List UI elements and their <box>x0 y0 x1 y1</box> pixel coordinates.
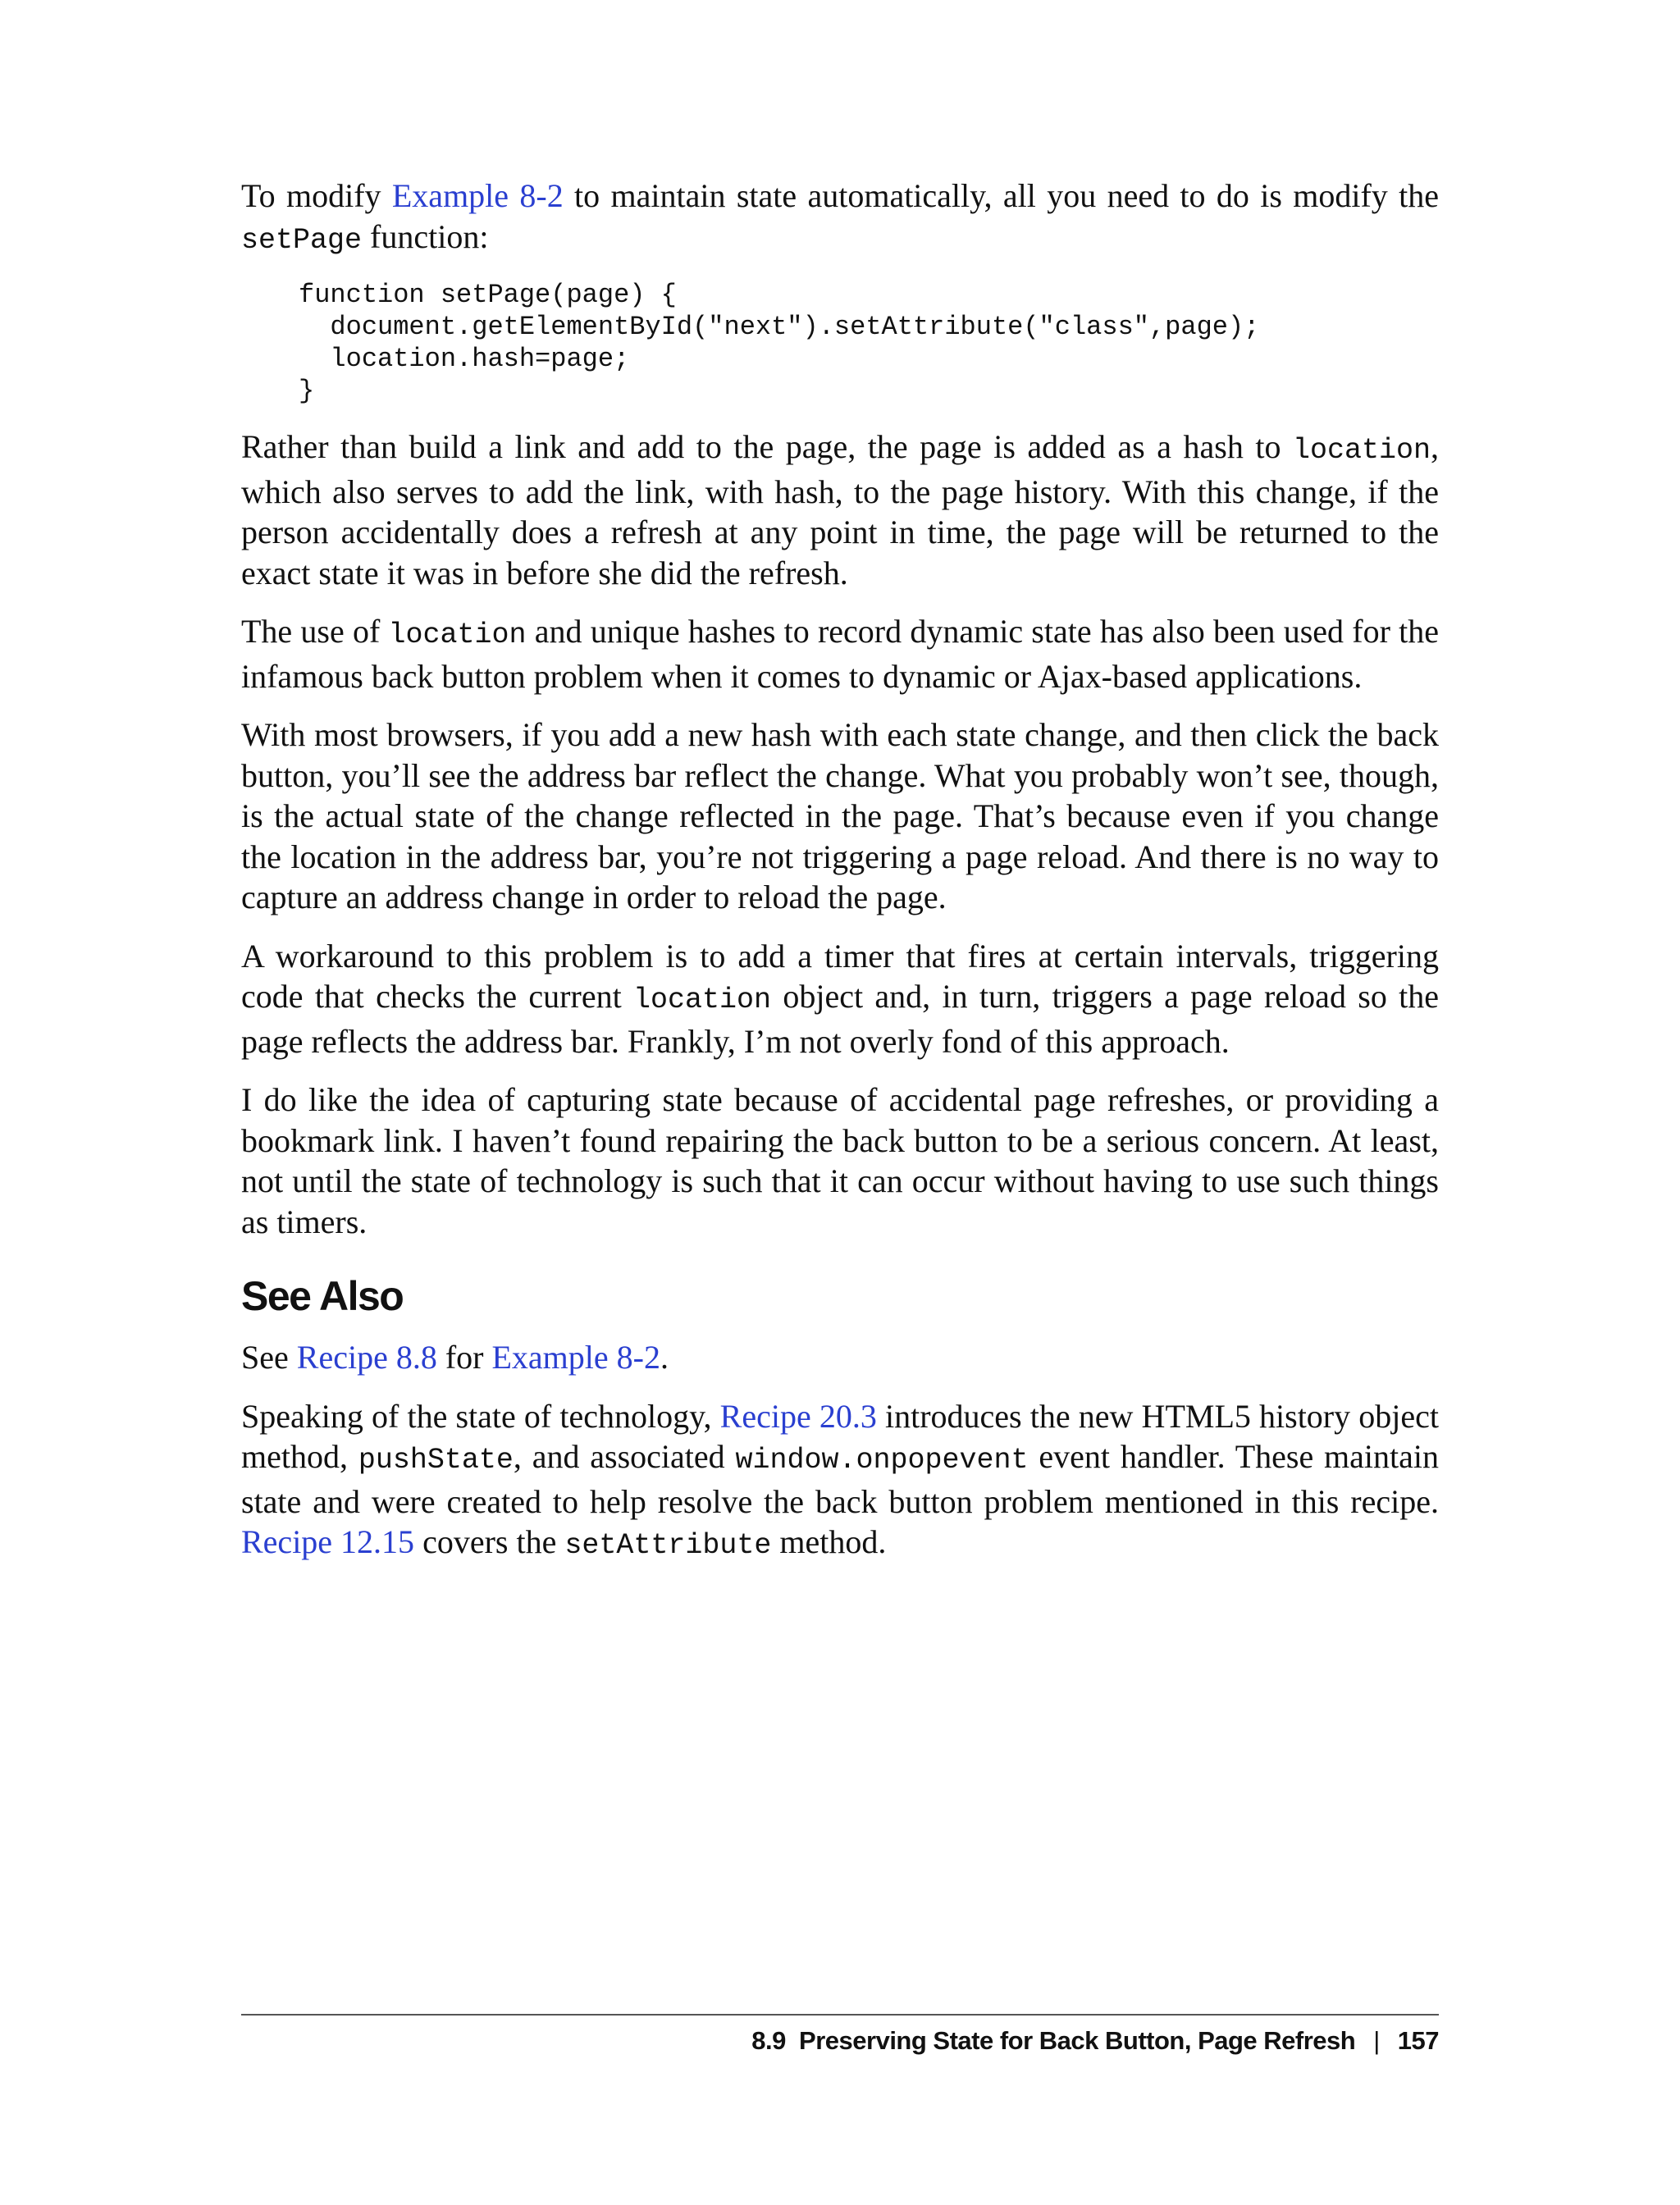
code-window-onpopevent: window.onpopevent <box>735 1444 1029 1477</box>
text: introduces the new HTML5 history object method, <box>241 1397 1439 1475</box>
code-pushstate: pushState <box>358 1444 514 1477</box>
paragraph-capturing-state <box>241 1080 1439 1242</box>
text: . <box>660 1339 669 1376</box>
paragraph-back-button-problem <box>241 611 1439 696</box>
text: , and associated <box>513 1438 736 1475</box>
link-example-8-2[interactable]: Example 8-2 <box>491 1339 660 1376</box>
text: See <box>241 1339 297 1376</box>
paragraph-html5-history <box>241 1396 1439 1567</box>
footer-separator: | <box>1373 2026 1380 2055</box>
text: With most browsers, if you add a new hash with each state change, and then click the back button, you’ll see the address bar reflect the change. What you probably won’t see, though, is the actual state of the change reflected in the page. That’s because even if you change the location in the address bar, you’re not triggering a page reload. And there is no way to capture an address change in order to reload the page. <box>241 716 1439 915</box>
section-heading-see-also: See Also <box>241 1273 404 1319</box>
code-setattribute: setAttribute <box>564 1529 772 1562</box>
link-example-8-2[interactable]: Example 8-2 <box>391 177 564 214</box>
code-location: location <box>1292 434 1431 467</box>
link-recipe-12-15[interactable]: Recipe 12.15 <box>241 1523 415 1560</box>
text: for <box>436 1339 492 1376</box>
link-recipe-8-8[interactable]: Recipe 8.8 <box>296 1339 437 1376</box>
text: Speaking of the state of technology, <box>241 1397 720 1435</box>
text: To modify <box>241 177 392 214</box>
code-block <box>299 279 1439 407</box>
paragraph-location-hash <box>241 427 1439 593</box>
text: object and, in turn, triggers a page reload so the page reflects the address bar. Frankly, I’m not overly fond of this approach. <box>241 978 1439 1060</box>
code-location: location <box>633 984 772 1016</box>
code-location: location <box>388 619 527 651</box>
text: I do like the idea of capturing state because of accidental page refreshes, or providing a bookmark link. I haven’t found repairing the back button to be a serious concern. At least, not until the state of technology is such that it can occur without having to use such things as timers. <box>241 1081 1439 1240</box>
text: The use of <box>241 613 389 650</box>
text: to maintain state automatically, all you need to do is modify the <box>563 177 1439 214</box>
page-number: 157 <box>1397 2026 1439 2055</box>
paragraph-browsers <box>241 714 1439 918</box>
text: covers the <box>414 1523 565 1560</box>
text: A workaround to this problem is to add a timer that fires at certain intervals, triggering code that checks the current <box>241 937 1439 1015</box>
text: method. <box>771 1523 887 1560</box>
link-recipe-20-3[interactable]: Recipe 20.3 <box>719 1397 877 1435</box>
paragraph-modify-example <box>241 176 1439 261</box>
code-line: document.getElementById("next").setAttribute("class",page); <box>299 312 1260 342</box>
footer-divider <box>241 2014 1439 2016</box>
page-content <box>241 176 1439 1585</box>
code-line: location.hash=page; <box>299 344 630 374</box>
paragraph-workaround <box>241 936 1439 1062</box>
code-line: function setPage(page) { <box>299 280 677 310</box>
paragraph-see-recipe <box>241 1337 1439 1378</box>
text: and unique hashes to record dynamic state has also been used for the infamous back button problem when it comes to dynamic or Ajax-based applications. <box>241 613 1439 695</box>
text: function: <box>362 217 489 255</box>
page-footer <box>751 2025 1439 2057</box>
text: , which also serves to add the link, with hash, to the page history. With this change, if the person accidentally does a refresh at any point in time, the page will be returned to the exact state it was in before she did the refresh. <box>241 428 1439 591</box>
code-line: } <box>299 376 315 406</box>
running-footer-title: 8.9 Preserving State for Back Button, Page Refresh <box>751 2026 1356 2055</box>
text: Rather than build a link and add to the page, the page is added as a hash to <box>241 428 1293 465</box>
text: event handler. These maintain state and were created to help resolve the back button problem mentioned in this recipe. <box>241 1438 1439 1520</box>
code-setpage: setPage <box>241 223 363 257</box>
